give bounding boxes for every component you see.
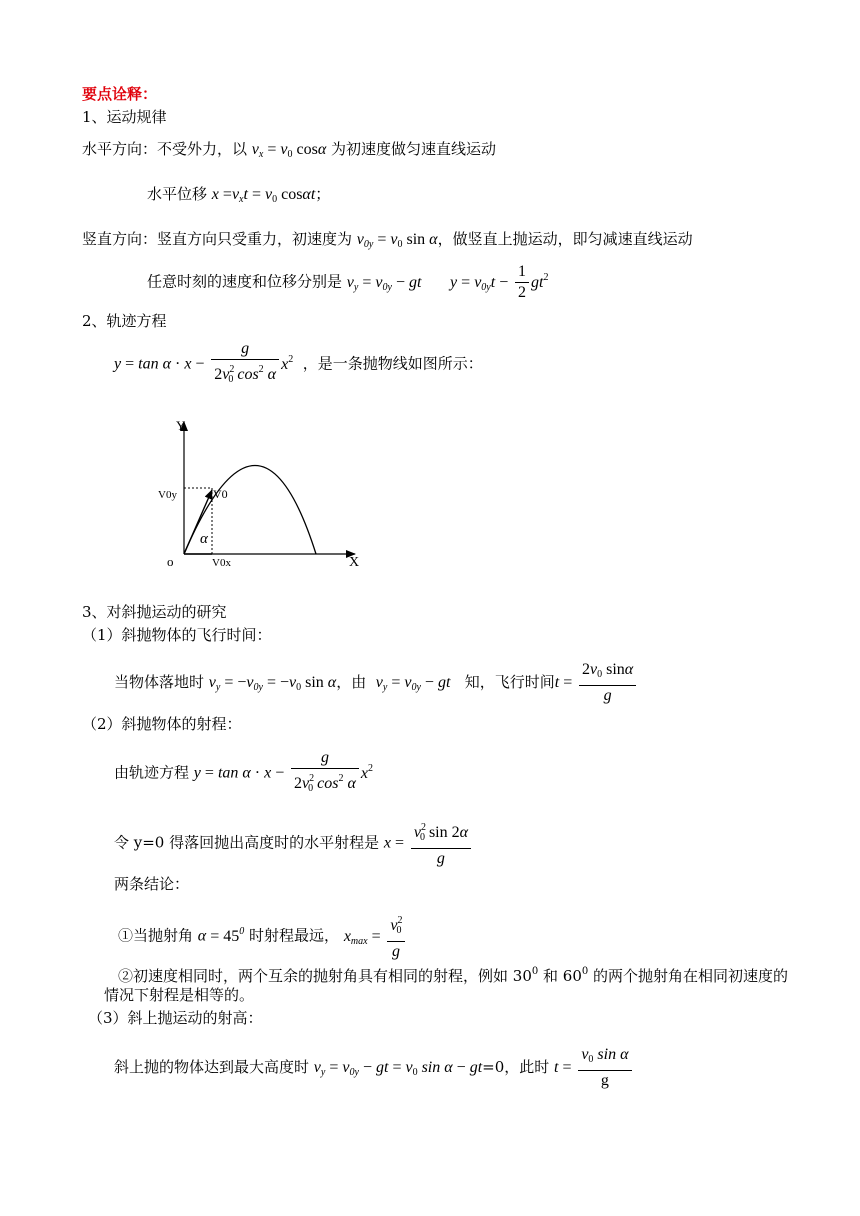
section-1-title: 1、运动规律	[82, 108, 167, 126]
part-3-title: （3）斜上抛运动的射高：	[88, 1009, 263, 1027]
range-trajectory-line: 由轨迹方程 y = tan α · x − $\frac{g}{2v^2_0 \cos^2 \alpha}$ $x^2$	[114, 748, 373, 799]
alpha-label: α	[200, 531, 208, 547]
formula-rise-time: $\frac{v_0 \sin \alpha}{g}$	[578, 1045, 631, 1091]
x-axis-label: X	[349, 555, 360, 570]
horizontal-displacement-line: 水平位移 $x =v_xt = v_0$ cosαt；	[147, 185, 331, 205]
projectile-trajectory-figure	[150, 412, 370, 577]
formula-trajectory-2: y = tan α · x −	[193, 764, 285, 782]
part-1-title: （1）斜抛物体的飞行时间：	[82, 626, 272, 644]
y-axis-label: Y	[176, 418, 186, 433]
v0y-label: V0y	[158, 489, 177, 501]
conclusion-1-line: ①当抛射角 $\alpha = 45^0$ 时射程最远， $x_{max}$ = $\frac{v^2_0}{g}$	[118, 911, 407, 962]
formula-x: $x =v_xt = v_0$ cosαt	[211, 186, 316, 205]
key-points-heading: 要点诠释：	[82, 85, 158, 103]
conclusion-2-continuation: 情况下射程是相等的。	[104, 986, 255, 1004]
max-height-line: 斜上抛的物体达到最大高度时 $v_y = v_{0y}$ − gt = $v_0$ sin α − gt=0，此时 t = $\frac{v_0 \sin \alpha}{g}$	[114, 1045, 634, 1091]
origin-label: o	[167, 554, 174, 569]
horizontal-direction-line: 水平方向：不受外力，以 $v_x = v_0$ cosα 为初速度做匀速直线运动	[82, 140, 497, 160]
section-2-title: 2、轨迹方程	[82, 312, 167, 330]
trajectory-equation-line: y = tan α · x − $\frac{g}{2v^2_0 \cos^2 \alpha}$ $x^2$ ，是一条抛物线如图所示：	[114, 339, 483, 390]
formula-trajectory: y = tan α · x −	[114, 355, 205, 373]
conclusion-2-line: ②初速度相同时，两个互余的抛射角具有相同的射程，例如 $30^0$ 和 $60^0$ 的两个抛射角在相同初速度的	[118, 966, 789, 985]
formula-v0y: $v_{0y} = v_0$ sin α	[356, 231, 438, 250]
v0x-label: V0x	[212, 557, 231, 569]
anytime-line: 任意时刻的速度和位移分别是 $v_y = v_{0y}$ − gt $y = v_{0y}t$ − $\frac{1}{2}$ $gt^2$	[147, 263, 549, 301]
formula-vx: $v_x = v_0$ cosα	[251, 141, 327, 160]
formula-range: $\frac{v^2_0 \sin 2\alpha}{g}$	[411, 818, 471, 869]
formula-xmax: $\frac{v^2_0}{g}$	[387, 911, 404, 962]
vertical-direction-line: 竖直方向：竖直方向只受重力，初速度为 $v_{0y} = v_0$ sin α，做竖直上抛运动，即匀减速直线运动	[82, 230, 693, 250]
flight-time-line: 当物体落地时 $v_y = -v_{0y} = -v_0$ sin α，由 $v_y = v_{0y}$ − gt 知，飞行时间t = $\frac{2v_0 \sin\alpha}{g}$	[114, 660, 638, 706]
formula-vy: $v_y = v_{0y}$ − gt	[346, 273, 422, 293]
conclusions-label: 两条结论：	[114, 875, 190, 893]
part-2-title: （2）斜抛物体的射程：	[82, 715, 242, 733]
section-3-title: 3、对斜抛运动的研究	[82, 603, 227, 621]
range-result-line: 令 y=0 得落回抛出高度时的水平射程是 x = $\frac{v^2_0 \sin 2\alpha}{g}$	[114, 818, 473, 869]
formula-45deg: $\alpha = 45^0$	[197, 925, 245, 945]
formula-vy-2: $v_y = v_{0y}$ − gt	[375, 674, 451, 693]
formula-vy-max-height: $v_y = v_{0y}$ − gt = $v_0$ sin α − gt	[313, 1059, 483, 1078]
v0-label: V0	[213, 487, 228, 501]
formula-vy-landing: $v_y = -v_{0y} = -v_0$ sin α	[208, 674, 337, 693]
formula-y: $y = v_{0y}t$ −	[450, 273, 509, 293]
formula-flight-time: $\frac{2v_0 \sin\alpha}{g}$	[579, 660, 636, 706]
